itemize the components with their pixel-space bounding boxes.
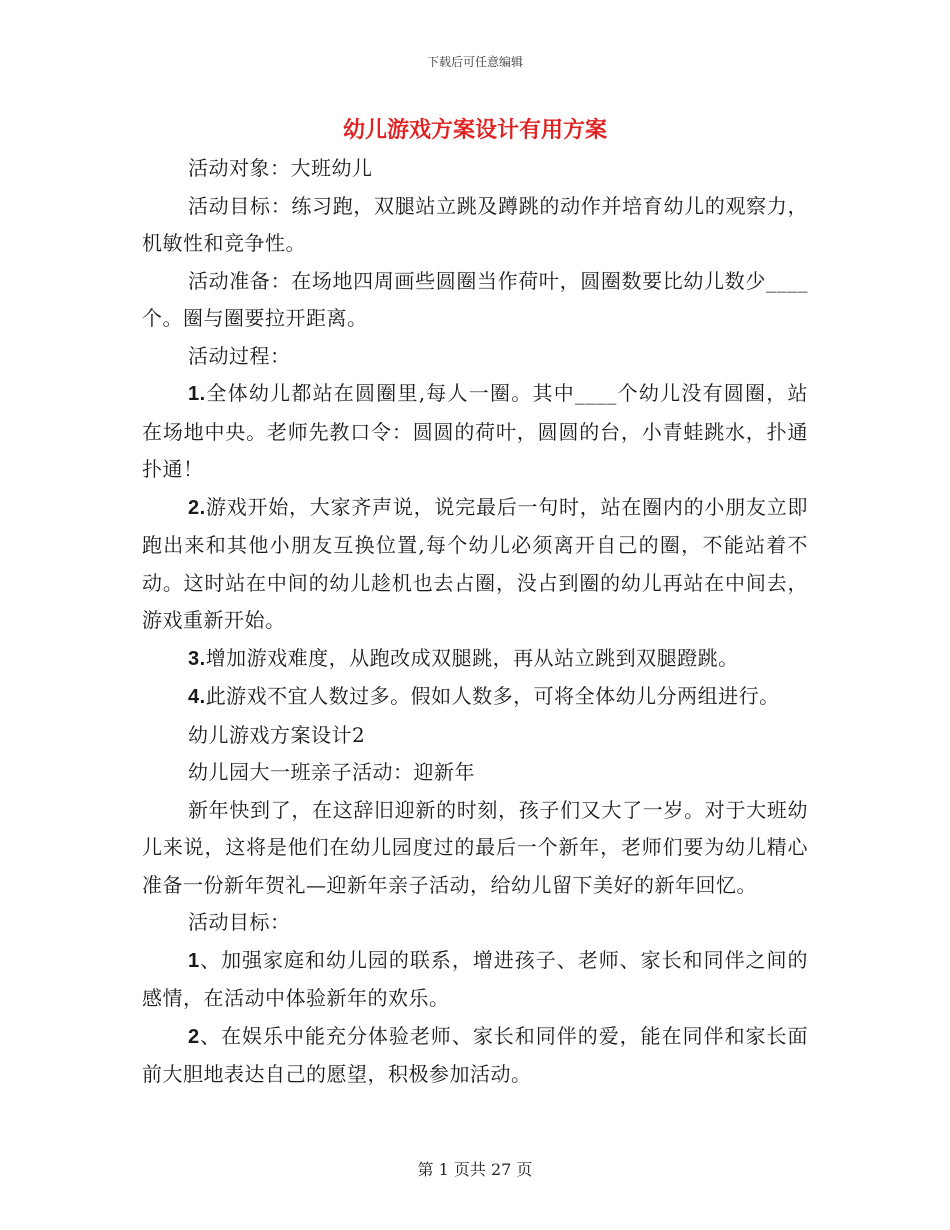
paragraph-step-2: 2.游戏开始，大家齐声说，说完最后一句时，站在圈内的小朋友立即跑出来和其他小朋友互换位置,每个幼儿必须离开自己的圈，不能站着不动。这时站在中间的幼儿趁机也去占圈，没占到圈的幼儿再站在中间去，游戏重新开始。 [142,494,808,632]
paragraph-step-4: 4.此游戏不宜人数过多。假如人数多，可将全体幼儿分两组进行。 [188,684,780,708]
page-number: 第 1 页共 27 页 [417,1160,533,1179]
paragraph-step-1: 1.全体幼儿都站在圆圈里,每人一圈。其中____个幼儿没有圆圈，站在场地中央。老师先教口令：圆圆的荷叶，圆圆的台，小青蛙跳水，扑通扑通！ [142,381,808,481]
paragraph-activity-prep: 活动准备：在场地四周画些圆圈当作荷叶，圆圈数要比幼儿数少____个。圈与圈要拉开距离。 [142,268,808,330]
paragraph-activity-process: 活动过程： [188,343,291,368]
paragraph-activity-target: 活动对象：大班幼儿 [188,156,373,180]
paragraph-activity-goal: 活动目标：练习跑，双腿站立跳及蹲跳的动作并培育幼儿的观察力，机敏性和竞争性。 [142,193,808,255]
step-number: 1. [188,383,206,405]
document-title: 幼儿游戏方案设计有用方案 [342,117,607,143]
paragraph-goal-2: 2、在娱乐中能充分体验老师、家长和同伴的爱，能在同伴和家长面前大胆地表达自己的愿望，积极参加活动。 [142,1023,808,1086]
paragraph-goal-1: 1、加强家庭和幼儿园的联系，增进孩子、老师、家长和同伴之间的感情，在活动中体验新年的欢乐。 [142,947,808,1010]
header-note: 下载后可任意编辑 [426,55,523,69]
section-heading-design-2: 幼儿游戏方案设计2 [188,722,366,747]
paragraph-intro: 新年快到了，在这辞旧迎新的时刻，孩子们又大了一岁。对于大班幼儿来说，这将是他们在幼儿园度过的最后一个新年，老师们要为幼儿精心准备一份新年贺礼—迎新年亲子活动，给幼儿留下美好的新年回忆。 [142,797,808,897]
document-body [142,150,808,1094]
goal-number: 1 [188,949,200,972]
paragraph-step-3: 3.增加游戏难度，从跑改成双腿跳，再从站立跳到双腿蹬跳。 [188,645,739,670]
goal-number: 2 [188,1025,200,1048]
step-number: 2. [188,496,206,519]
step-number: 4. [188,686,206,708]
section-subheading-new-year: 幼儿园大一班亲子活动：迎新年 [188,760,475,784]
paragraph-goals-heading: 活动目标： [188,910,291,934]
step-number: 3. [188,647,206,670]
